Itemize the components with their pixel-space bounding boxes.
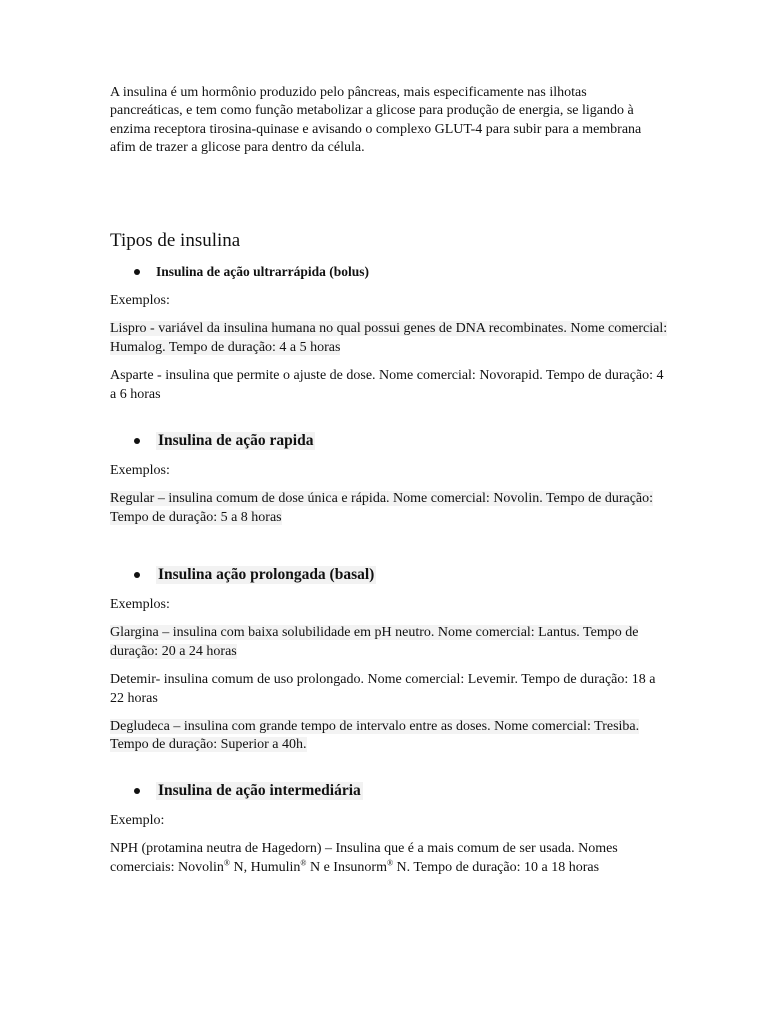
bullet-heading [110, 264, 670, 280]
example-degludeca: Degludeca – insulina com grande tempo de intervalo entre as doses. Nome comercial: Tresiba. Tempo de duração: Superior a 40h. [110, 719, 640, 753]
intro-paragraph: A insulina é um hormônio produzido pelo pâncreas, mais especificamente nas ilhotas pancreáticas, e tem como função metabolizar a glicose para produção de energia, se ligando à enzima receptora tirosina-quinase e avisando o complexo GLUT-4 para subir para a membrana afim de trazer a glicose para dentro da célula. [110, 85, 642, 156]
section-title: Tipos de insulina [110, 230, 241, 251]
examples-label: Exemplos: [110, 597, 170, 612]
bullet-dot-icon [134, 788, 140, 794]
example-detemir: Detemir- insulina comum de uso prolongado. Nome comercial: Levemir. Tempo de duração: 18 a 22 horas [110, 672, 656, 706]
heading-label: Insulina de ação intermediária [158, 782, 361, 799]
bullet-heading [110, 782, 670, 800]
section-ultrarrapida [110, 264, 670, 414]
heading-label: Insulina de ação rapida [158, 432, 314, 449]
bullet-heading [110, 432, 670, 450]
section-intermediaria [110, 782, 670, 887]
bullet-dot-icon [134, 572, 140, 578]
example-asparte: Asparte - insulina que permite o ajuste de dose. Nome comercial: Novorapid. Tempo de duração: 4 a 6 horas [110, 368, 664, 402]
bullet-dot-icon [134, 269, 140, 275]
heading-label: Insulina ação prolongada (basal) [158, 566, 375, 583]
bullet-dot-icon [134, 438, 140, 444]
section-rapida [110, 432, 670, 537]
heading-label: Insulina de ação ultrarrápida (bolus) [156, 264, 370, 279]
example-regular: Regular – insulina comum de dose única e rápida. Nome comercial: Novolin. Tempo de duração: Tempo de duração: 5 a 8 horas [110, 491, 654, 525]
examples-label: Exemplo: [110, 813, 165, 828]
example-glargina: Glargina – insulina com baixa solubilidade em pH neutro. Nome comercial: Lantus. Tempo de duração: 20 a 24 horas [110, 625, 639, 659]
examples-label: Exemplos: [110, 463, 170, 478]
example-nph: NPH (protamina neutra de Hagedorn) – Insulina que é a mais comum de ser usada. Nomes comerciais: Novolin® N, Humulin® N e Insunorm® N. Tempo de duração: 10 a 18 horas [110, 841, 618, 875]
example-lispro: Lispro - variável da insulina humana no qual possui genes de DNA recombinates. Nome comercial: Humalog. Tempo de duração: 4 a 5 horas [110, 321, 668, 355]
bullet-heading [110, 566, 670, 584]
section-prolongada [110, 566, 670, 765]
examples-label: Exemplos: [110, 293, 170, 308]
